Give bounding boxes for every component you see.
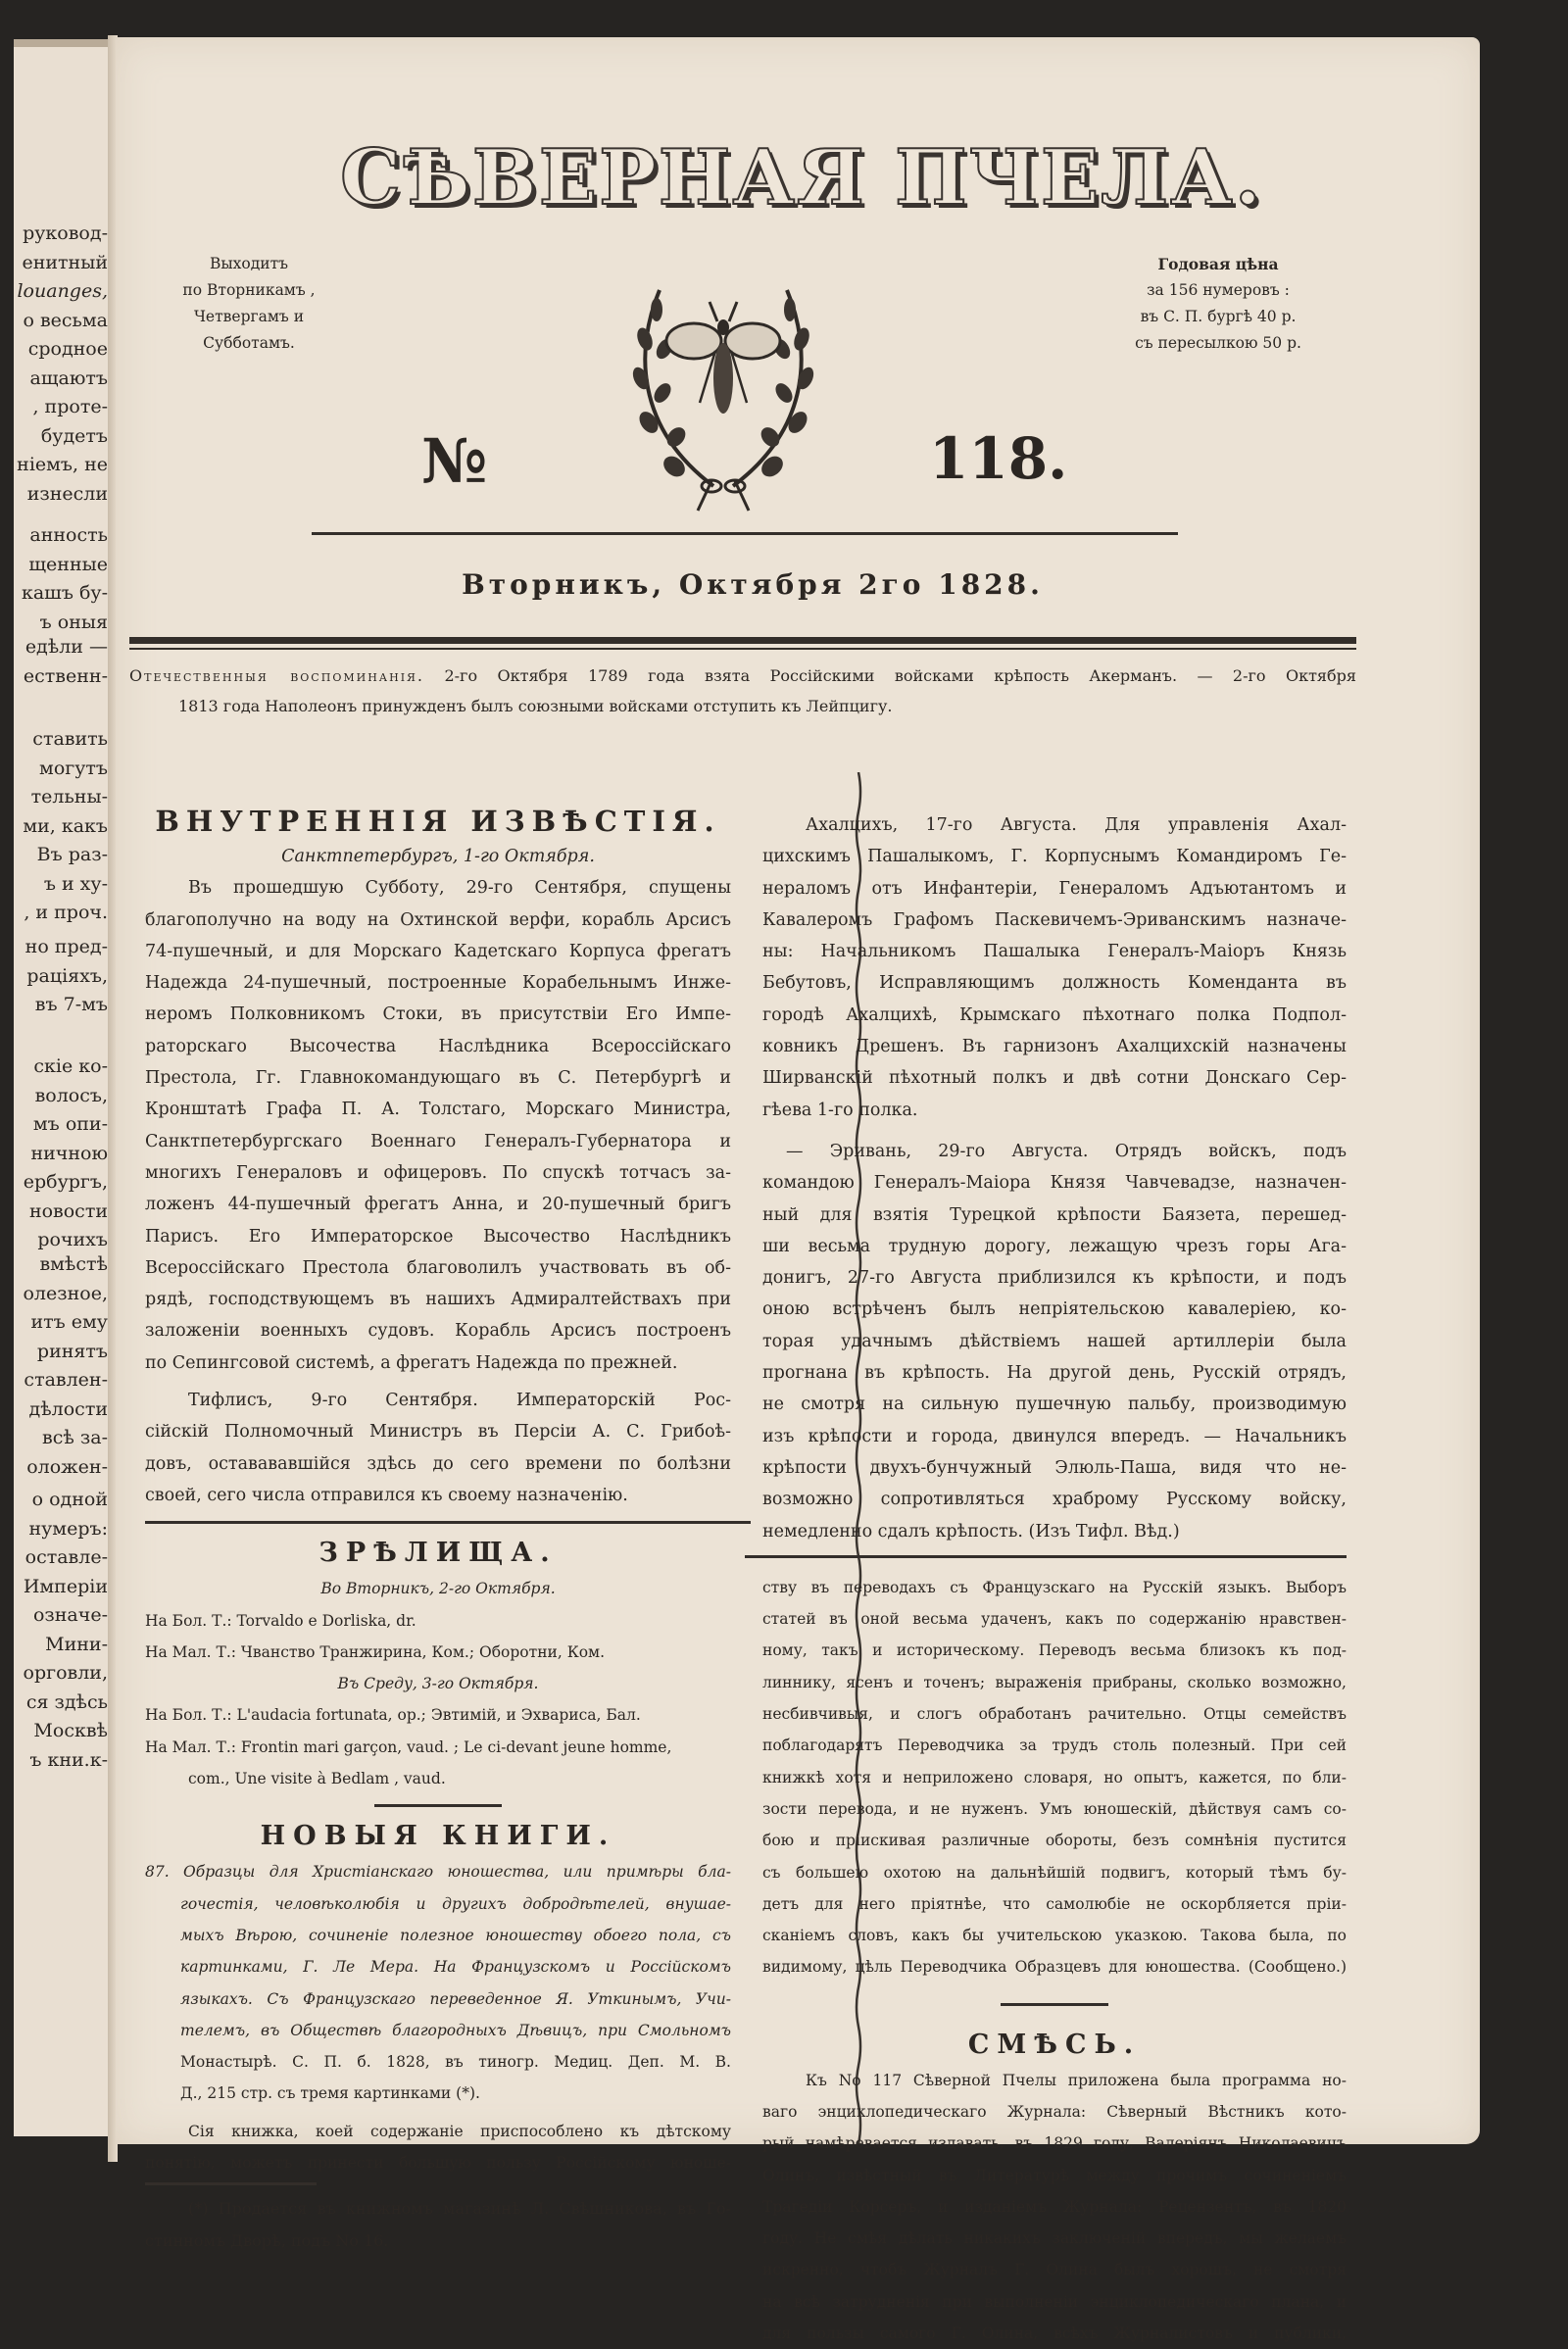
fragment-line: дѣлости [28,1397,108,1420]
review-line: книжкѣ хотя и неприложено словаря, но опытъ, кажется, по бли- [762,1768,1347,1786]
fragment-line: но пред- [24,936,108,957]
miscellany-line: рый намѣревается издавать, въ 1829 году, Валеріянъ Николаевичъ [762,2134,1347,2153]
article-line: немедленно сдалъ крѣпость. (Изъ Тифл. Вѣд.) [762,1521,1180,1542]
price-line: съ пересылкою 50 р. [1135,334,1301,352]
book-review-line: понятію, можетъ принести большую пользу Россійскому юноше- [145,2153,731,2172]
review-line: несбивчивыя, и слогъ обработанъ рачительно. Отцы семействъ [762,1705,1347,1724]
article-line: крѣпости двухъ-бунчужный Элюль-Паша, видя что не- [762,1457,1347,1478]
article-erivan [762,1136,1347,1547]
section-heading-theater: ЗРѢЛИЩА. [318,1538,558,1569]
fragment-block [14,1052,108,1255]
new-books [145,1817,731,2257]
article-line: рядѣ, господствующемъ въ нашихъ Адмиралтействахъ при [145,1290,731,1310]
issue-date: Вторникъ, Октября 2го 1828. [462,568,1044,601]
fragment-line: ніемъ, не [17,454,108,475]
miscellany-line: Къ No 117 Сѣверной Пчелы приложена была программа но- [806,2071,1347,2089]
miscellany-line: на всѣ затрудненія при выполненіи энциклопедическаго плана, и [762,2292,1347,2311]
footnote-rule [145,2182,317,2185]
anniversaries-text: 1813 года Наполеонъ принужденъ былъ союзными войсками отступить къ Лейпцигу. [178,697,893,715]
article-line: своей, сего числа отправился къ своему назначенію. [145,1485,628,1505]
miscellany-line: Олинъ, извѣстный въ Литературѣ между прочимъ сочиненіемъ [762,2166,1347,2184]
price-line: Годовая цѣна [1157,255,1279,273]
footnote-line: стинномъ Дворѣ, подъ No 16. [145,2230,389,2250]
article-line: Въ прошедшую Субботу, 29-го Сентября, спущены [188,878,731,899]
miscellany-line: ваго энциклопедическаго Журнала: Сѣверный Вѣстникъ кото- [762,2102,1347,2121]
schedule-line: Выходитъ [209,255,289,272]
fragment-line: волосъ, [34,1084,108,1106]
fragment-line: олезное, [23,1282,108,1304]
schedule-line: Субботамъ. [203,334,295,352]
fragment-line: ничною [30,1142,108,1164]
article-line: сійскій Полномочный Министръ въ Персіи А. С. Грибоѣ- [145,1422,731,1443]
review-line: сканіемъ словъ, какъ бы учительскою указкою. Такова была, по [762,1927,1347,1945]
article-tiflis [145,1385,731,1511]
fragment-line: будетъ [40,424,108,447]
miscellany-line: для пользы самого Г. Олина, всѣхъ Журналистовъ и публики, [762,2325,1347,2343]
article-line: — Эривань, 29-го Августа. Отрядъ войскъ, подъ [786,1141,1347,1161]
fragment-block [14,220,108,509]
fragment-line: анность [29,524,108,546]
annual-price [1105,251,1331,357]
fragment-line: руковод- [23,222,108,244]
fragment-line: вмѣстѣ [39,1253,108,1275]
masthead-rule [312,532,1178,535]
fragment-line: , и проч. [24,902,108,923]
article-line: многихъ Генераловъ и офицеровъ. По спускѣ тотчасъ за- [145,1162,731,1183]
fragment-line: ъ и ху- [43,872,108,895]
anniversaries-text: 2-го Октября 1789 года взята Россійскими войсками крѣпость Акерманъ. — 2-го Октября [444,666,1356,685]
article-line: не смотря на сильную пушечную пальбу, производимую [762,1395,1347,1415]
fragment-block [14,933,108,1020]
fragment-line: о весьма [23,309,108,331]
article-line: Кавалеромъ Графомъ Паскевичемъ-Эриванскимъ назначе- [762,909,1347,930]
miscellany-line: искренно, чтобъ Журналъ Г. Олина былъ хорошъ, не смотря [762,2261,1347,2279]
article-line: Ахалцихъ, 17-го Августа. Для управленія Ахал- [806,815,1347,835]
newspaper-title: СѢВЕРНАЯ ПЧЕЛА. [340,133,1263,222]
dateline: Санктпетербургъ, 1-го Октября. [281,847,595,866]
article-line: Санктпетербургскаго Военнаго Генералъ-Губернатора и [145,1131,731,1151]
article-line: торая удачнымъ дѣйствіемъ нашей артиллеріи была [762,1331,1347,1351]
fragment-line: мъ опи- [32,1113,108,1135]
fragment-line: могутъ [39,757,108,779]
article-line: Надежда 24-пушечный, построенные Корабельнымъ Инже- [145,973,731,994]
fragment-line: орговли, [23,1662,108,1684]
fragment-line: Имперіи [23,1575,108,1597]
fragment-line: ъ оныя [39,611,108,633]
footnote-line: (*) Продается въ книжномъ магазинѣ Л. Свѣшникова, въ Го- [188,2199,731,2219]
left-column [145,802,731,2257]
fragment-line: сродное [27,338,108,360]
double-rule-thin [129,648,1356,650]
price-line: въ С. П. бургѣ 40 р. [1140,308,1297,325]
fragment-block [14,521,108,637]
fragment-line: louanges, [17,280,108,302]
fragment-line: ся здѣсь [25,1690,108,1713]
book-entry-line: 87. Образцы для Христіанскаго юношества, или примѣры бла- [145,1863,731,1882]
article-line: ны: Начальникомъ Пашалыка Генералъ-Маіоръ Князь [762,942,1347,962]
fragment-line: едѣли — [24,636,108,658]
article-line: Престола, Гг. Главнокомандующаго въ С. Петербургѣ и [145,1068,731,1089]
fragment-line: оставле- [24,1546,108,1568]
fragment-line: итъ ему [30,1311,108,1333]
book-entry-line: гочестія, человѣколюбія и другихъ добродѣтелей, внушае- [180,1894,731,1913]
fragment-line: тельны- [30,786,108,807]
article-line: заложеніи военныхъ судовъ. Корабль Арсисъ построенъ [145,1321,731,1342]
book-review-continued [762,1572,1347,1983]
fragment-block [14,1486,108,1775]
fragment-line: всѣ за- [42,1427,108,1448]
bee-icon [666,302,780,414]
historical-anniversaries [129,661,1356,721]
book-entry-line: телемъ, въ Обществѣ благородныхъ Дѣвицъ, при Смольномъ [180,2021,731,2039]
section-heading-internal-news: ВНУТРЕННІЯ ИЗВѢСТІЯ. [155,805,721,838]
book-entry-line: картинками, Г. Ле Мера. На Французскомъ и Россійскомъ [180,1958,731,1977]
article-akhaltsikh [762,809,1347,1126]
article-line: 74-пушечный, и для Морскаго Кадетскаго Корпуса фрегатъ [145,941,731,961]
review-line: поблагодарятъ Переводчика за трудъ столь полезный. При сей [762,1737,1347,1755]
article-line: прогнана въ крѣпость. На другой день, Русскій отрядъ, [762,1363,1347,1384]
review-line: зости перевода, и не нуженъ. Умъ юношескій, дѣйствуя самъ со- [762,1799,1347,1818]
article-line: изъ крѣпости и города, двинулся впередъ. — Начальникъ [762,1426,1347,1446]
article-line: городѣ Ахалцихѣ, Крымскаго пѣхотнаго полка Подпол- [762,1004,1347,1025]
review-line: статей въ оной весьма удаченъ, какъ по содержанію нравствен- [762,1610,1347,1629]
miscellany-line: году. Не смѣя дѣлать никакихъ заключеній впередъ, мы желаемъ [762,2229,1347,2248]
fragment-line: ъ кни.к- [29,1748,108,1771]
fragment-line: , проте- [32,396,108,417]
fragment-line: ставлен- [24,1369,108,1391]
book-review-line: Сія книжка, коей содержаніе приспособлено къ дѣтскому [188,2122,731,2140]
article-line: ложенъ 44-пушечный фрегатъ Анна, и 20-пушечный бригъ [145,1195,731,1215]
fragment-line: щенные [28,553,108,575]
fragment-line: оложен- [26,1455,108,1478]
page-edge [14,39,114,47]
double-rule-thick [129,637,1356,644]
fragment-block [14,633,108,691]
schedule-line: Четвергамъ и [193,308,305,325]
theater-listings [145,1534,731,1794]
book-entry-line: языкахъ. Съ Французскаго переведенное Я. Уткинымъ, Учи- [180,1989,731,2008]
fragment-line: Москвѣ [33,1720,108,1741]
article-line: нераломъ отъ Инфантеріи, Генераломъ Адъютантомъ и [762,878,1347,899]
performance-bolshoi: На Бол. Т.: Torvaldo e Dorliska, dr. [145,1611,416,1630]
newspaper-page [116,37,1480,2343]
bee-wreath-emblem-icon [606,280,841,515]
fragment-line: о одной [31,1489,108,1510]
article-line: возможно сопротивляться храброму Русскому войску, [762,1490,1347,1510]
article-line: ши весьма трудную дорогу, лежащую чрезъ горы Ага- [762,1236,1347,1256]
fragment-line: Мини- [45,1633,108,1655]
fragment-line: въ 7-мъ [34,994,108,1015]
fragment-line: нумеръ: [28,1517,108,1540]
performance-maly: На Мал. Т.: Frontin mari garçon, vaud. ; Le ci-devant jeune homme, [145,1737,672,1756]
schedule-line: по Вторникамъ , [182,281,316,299]
issue-number: 118. [929,425,1068,492]
publication-schedule [161,251,337,357]
article-line: оною встрѣченъ былъ непріятельскою кавалеріею, ко- [762,1299,1347,1320]
article-line: донигъ, 27-го Августа приблизился къ крѣпости, и подъ [762,1268,1347,1289]
fragment-line: Въ раз- [36,844,108,865]
fragment-line: ербургъ, [23,1171,108,1193]
article-line: Всероссійскаго Престола благоволилъ участвовать въ об- [145,1257,731,1278]
review-line: съ большею охотою на дальнѣйшій подвигъ, который тѣмъ бу- [762,1863,1347,1882]
article-line: благополучно на воду на Охтинской верфи, корабль Арсисъ [145,909,731,930]
fragment-line: новости [28,1199,108,1222]
book-entry-line: Монастырѣ. С. П. б. 1828, въ тиногр. Медиц. Деп. М. В. [180,2053,731,2072]
fragment-line: ринятъ [36,1340,108,1362]
article-line: командою Генералъ-Маіора Князя Чавчевадзе, назначен- [762,1173,1347,1194]
fragment-line: означе- [32,1604,108,1626]
fragment-line: ставить [32,728,108,750]
miscellany-line: Трагедіи Корсеръ, и изданіемъ Журнала: Рецензентъ, въ 1820 [762,2197,1347,2216]
miscellany [762,2026,1347,2349]
article-line: ный для взятія Турецкой крѣпости Баязета, перешед- [762,1204,1347,1225]
fragment-line: кашъ бу- [21,582,108,604]
right-column [762,802,1347,2349]
article-line: гѣева 1-го полка. [762,1100,918,1120]
issue-number-sign: № [421,425,488,497]
performance-bolshoi: На Бол. Т.: L'audacia fortunata, op.; Эвтимій, и Эхвариса, Бал. [145,1706,641,1725]
fragment-block [14,725,108,928]
fragment-line: енитный [22,251,108,273]
section-heading-new-books: НОВЫЯ КНИГИ. [260,1821,616,1852]
fragment-block [14,1250,108,1482]
article-line: по Сепингсовой системѣ, а фрегатъ Надежда по прежней. [145,1352,678,1373]
review-line: видимому, цѣль Переводчика Образцевъ для юношества. (Сообщено.) [762,1958,1347,1977]
fragment-line: ащаютъ [29,367,108,389]
article-line: ковникъ Дрешенъ. Въ гарнизонъ Ахалцихскій назначены [762,1037,1347,1057]
review-line: бою и пріискивая различные обороты, безъ сомнѣнія пустится [762,1832,1347,1850]
book-entry-line: Д., 215 стр. съ тремя картинками (*). [180,2084,480,2103]
article-st-petersburg [145,872,731,1379]
review-line: ному, такъ и историческому. Переводъ весьма близокъ къ под- [762,1641,1347,1660]
fragment-line: ественн- [23,664,108,687]
article-line: Бебутовъ, Исправляющимъ должность Коменданта въ [762,973,1347,994]
performance-date: Въ Среду, 3-го Октября. [337,1675,539,1693]
article-line: неромъ Полковникомъ Стоки, въ присутствіи Его Импе- [145,1004,731,1025]
article-line: раторскаго Высочества Наслѣдника Всероссійскаго [145,1036,731,1056]
price-line: за 156 нумеровъ : [1147,281,1290,299]
fragment-line: ми, какъ [23,814,108,837]
performance-maly: На Мал. Т.: Чванство Транжирина, Ком.; Оборотни, Ком. [145,1642,606,1661]
review-line: детъ для него пріятнѣе, что самолюбіе не оскорбляется пріи- [762,1894,1347,1913]
fragment-line: рочихъ [37,1229,108,1250]
review-line: ству въ переводахъ съ Французскаго на Русскій языкъ. Выборъ [762,1578,1347,1596]
article-line: цихскимъ Пашалыкомъ, Г. Корпуснымъ Командиромъ Ге- [762,847,1347,867]
article-line: Тифлисъ, 9-го Сентября. Императорскій Рос- [188,1391,731,1411]
fragment-line: раціяхъ, [26,964,108,987]
article-line: довъ, оставававшійся здѣсь до сего времени по болѣзни [145,1453,731,1474]
article-line: Ширванскій пѣхотный полкъ и двѣ сотни Донскаго Сер- [762,1068,1347,1089]
article-line: Парисъ. Его Императорское Высочество Наслѣдникъ [145,1226,731,1247]
book-entry-line: мыхъ Вѣрою, сочиненіе полезное юношеству обоего пола, съ [180,1926,731,1944]
fragment-line: изнесли [26,482,108,505]
previous-page-fragment [14,39,115,2136]
review-line: линнику, ясенъ и точенъ; выраженія прибраны, сколько возможно, [762,1673,1347,1691]
article-line: Кронштатѣ Графа П. А. Толстаго, Морскаго Министра, [145,1100,731,1120]
performance-date: Во Вторникъ, 2-го Октября. [320,1580,556,1598]
anniversaries-label: Отечественныя воспоминанія. [129,666,425,685]
section-heading-miscellany: СМѢСЬ. [967,2029,1142,2060]
performance-maly-cont: com., Une visite à Bedlam , vaud. [188,1770,446,1788]
fragment-line: скіе ко- [33,1055,108,1077]
